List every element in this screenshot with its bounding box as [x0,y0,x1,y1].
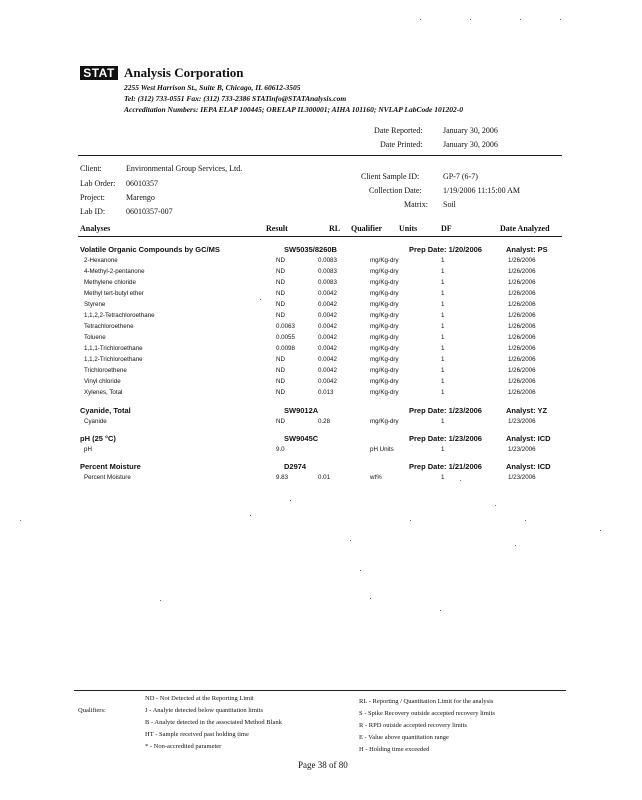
df-cell: 1 [441,389,445,396]
result-cell: 9.83 [276,474,289,481]
rl-cell: 0.0042 [318,378,337,385]
units-cell: mg/Kg-dry [370,334,399,341]
header-rule [78,155,562,156]
date-analyzed-cell: 1/26/2006 [508,378,536,385]
speckle-mark [470,19,471,20]
units-cell: mg/Kg-dry [370,268,399,275]
result-cell: ND [276,301,285,308]
matrix-label: Matrix: [404,200,428,209]
speckle-mark [20,520,21,521]
date-analyzed-cell: 1/26/2006 [508,356,536,363]
table-row [0,301,642,312]
group-header [0,434,642,446]
speckle-mark [370,598,371,599]
speckle-mark [410,520,411,521]
rl-cell: 0.01 [318,474,331,481]
group-method: D2974 [284,462,307,471]
df-cell: 1 [441,312,445,319]
date-reported-value: January 30, 2006 [443,126,498,135]
date-analyzed-cell: 1/26/2006 [508,312,536,319]
units-cell: mg/Kg-dry [370,301,399,308]
table-row [0,279,642,290]
df-cell: 1 [441,367,445,374]
table-row [0,389,642,400]
df-cell: 1 [441,474,445,481]
speckle-mark [160,600,161,601]
qualifier-left-4: HT - Sample received past holding time [145,731,249,738]
table-row [0,257,642,268]
rl-cell: 0.0042 [318,345,337,352]
speckle-mark [250,515,251,516]
collection-date-value: 1/19/2006 11:15:00 AM [443,186,521,195]
result-cell: ND [276,312,285,319]
speckle-mark [420,19,421,20]
units-cell: mg/Kg-dry [370,323,399,330]
result-cell: ND [276,290,285,297]
col-result: Result [266,224,288,233]
speckle-mark [525,520,526,521]
group-method: SW5035/8260B [284,245,337,254]
group-analyst: Analyst: YZ [506,406,548,415]
rl-cell: 0.0083 [318,279,337,286]
rl-cell: 0.0042 [318,301,337,308]
qualifier-right-5: H - Holding time exceeded [359,746,430,753]
matrix-value: Soil [443,200,456,209]
lab-id-value: 06010357-007 [126,207,173,216]
qualifier-left-5: * - Non-accredited parameter [145,743,222,750]
col-analyses: Analyses [80,224,111,233]
units-cell: mg/Kg-dry [370,257,399,264]
result-cell: ND [276,418,285,425]
col-units: Units [399,224,418,233]
date-analyzed-cell: 1/23/2006 [508,446,536,453]
speckle-mark [515,545,516,546]
company-address: 2255 West Harrison St., Suite B, Chicago, IL 60612-3505 [124,83,301,92]
df-cell: 1 [441,345,445,352]
table-row [0,290,642,301]
units-cell: mg/Kg-dry [370,389,399,396]
result-cell: 0.0063 [276,323,295,330]
analyte-cell: Xylenes, Total [84,389,123,396]
speckle-mark [520,19,521,20]
result-cell: ND [276,389,285,396]
column-header-rule [78,236,562,237]
analyte-cell: 2-Hexanone [84,257,118,264]
analyte-cell: Methyl tert-butyl ether [84,290,144,297]
units-cell: mg/Kg-dry [370,378,399,385]
result-cell: 0.0098 [276,345,295,352]
date-analyzed-cell: 1/26/2006 [508,345,536,352]
client-label: Client: [80,164,102,173]
table-row [0,323,642,334]
date-printed-value: January 30, 2006 [443,140,498,149]
result-cell: ND [276,367,285,374]
group-method: SW9012A [284,406,319,415]
qualifier-left-3: B - Analyte detected in the associated Method Blank [145,719,282,726]
rl-cell: 0.28 [318,418,331,425]
col-date-analyzed: Date Analyzed [500,224,550,233]
table-row [0,446,642,457]
df-cell: 1 [441,323,445,330]
project-value: Marengo [126,193,155,202]
result-cell: ND [276,378,285,385]
date-analyzed-cell: 1/26/2006 [508,290,536,297]
analyte-cell: 4-Methyl-2-pentanone [84,268,145,275]
df-cell: 1 [441,268,445,275]
group-method: SW9045C [284,434,319,443]
qualifier-left-1: ND - Not Detected at the Reporting Limit [145,695,254,702]
client-sample-value: GP-7 (6-7) [443,172,478,181]
rl-cell: 0.0042 [318,356,337,363]
stat-logo: STAT [80,66,118,80]
result-cell: 9.0 [276,446,285,453]
lab-id-label: Lab ID: [80,207,106,216]
qualifiers-label: Qualifiers: [78,707,106,714]
date-analyzed-cell: 1/26/2006 [508,323,536,330]
analyte-cell: Methylene chloride [84,279,136,286]
col-rl: RL [329,224,341,233]
speckle-mark [600,530,601,531]
rl-cell: 0.0083 [318,257,337,264]
df-cell: 1 [441,334,445,341]
analyte-cell: Cyanide [84,418,107,425]
date-analyzed-cell: 1/26/2006 [508,301,536,308]
rl-cell: 0.0042 [318,367,337,374]
rl-cell: 0.0042 [318,290,337,297]
df-cell: 1 [441,446,445,453]
df-cell: 1 [441,418,445,425]
date-analyzed-cell: 1/26/2006 [508,279,536,286]
df-cell: 1 [441,356,445,363]
rl-cell: 0.0042 [318,323,337,330]
df-cell: 1 [441,290,445,297]
analyte-cell: Percent Moisture [84,474,131,481]
group-header [0,462,642,474]
table-row [0,474,642,485]
lab-order-label: Lab Order: [80,179,116,188]
date-analyzed-cell: 1/23/2006 [508,474,536,481]
df-cell: 1 [441,378,445,385]
analyte-cell: Vinyl chloride [84,378,121,385]
table-row [0,367,642,378]
table-row [0,312,642,323]
rl-cell: 0.0042 [318,334,337,341]
table-row [0,418,642,429]
speckle-mark [495,505,496,506]
rl-cell: 0.013 [318,389,334,396]
speckle-mark [560,19,561,20]
analyte-cell: Toluene [84,334,106,341]
result-cell: ND [276,257,285,264]
units-cell: mg/Kg-dry [370,279,399,286]
date-analyzed-cell: 1/26/2006 [508,257,536,264]
group-prep-date: Prep Date: 1/21/2006 [409,462,482,471]
qualifier-right-2: S - Spike Recovery outside accepted recovery limits [359,710,495,717]
units-cell: mg/Kg-dry [370,418,399,425]
result-cell: ND [276,268,285,275]
analyte-cell: Trichloroethene [84,367,127,374]
date-analyzed-cell: 1/26/2006 [508,268,536,275]
result-cell: ND [276,279,285,286]
table-row [0,378,642,389]
accreditation-numbers: Accreditation Numbers: IEPA ELAP 100445; ORELAP IL300001; AIHA 101160; NVLAP LabCode 101202-0 [124,105,463,114]
qualifier-right-3: R - RPD outside accepted recovery limits [359,722,467,729]
group-header [0,245,642,257]
client-value: Environmental Group Services, Ltd. [126,164,243,173]
group-analyst: Analyst: ICD [506,462,551,471]
rl-cell: 0.0083 [318,268,337,275]
df-cell: 1 [441,301,445,308]
analyte-cell: Tetrachloroethene [84,323,134,330]
result-cell: 0.0055 [276,334,295,341]
units-cell: mg/Kg-dry [370,356,399,363]
group-name: Cyanide, Total [80,406,131,415]
group-prep-date: Prep Date: 1/23/2006 [409,406,482,415]
project-label: Project: [80,193,105,202]
col-qualifier: Qualifier [351,224,383,233]
qualifier-left-2: J - Analyte detected below quantitation limits [145,707,264,714]
analyte-cell: 1,1,1-Trichloroethane [84,345,143,352]
date-analyzed-cell: 1/23/2006 [508,418,536,425]
units-cell: pH Units [370,446,394,453]
df-cell: 1 [441,279,445,286]
table-row [0,345,642,356]
date-reported-label: Date Reported: [374,126,423,135]
group-prep-date: Prep Date: 1/23/2006 [409,434,482,443]
client-sample-label: Client Sample ID: [361,172,420,181]
group-analyst: Analyst: PS [506,245,548,254]
rl-cell: 0.0042 [318,312,337,319]
date-analyzed-cell: 1/26/2006 [508,334,536,341]
speckle-mark [290,500,291,501]
result-cell: ND [276,356,285,363]
units-cell: wt% [370,474,382,481]
collection-date-label: Collection Date: [369,186,422,195]
analyte-cell: 1,1,2-Trichloroethane [84,356,143,363]
company-name: Analysis Corporation [124,65,244,80]
analyte-cell: Styrene [84,301,106,308]
units-cell: mg/Kg-dry [370,367,399,374]
date-printed-label: Date Printed: [380,140,423,149]
qualifier-right-4: E - Value above quantitation range [359,734,449,741]
table-row [0,334,642,345]
units-cell: mg/Kg-dry [370,312,399,319]
analyte-cell: pH [84,446,92,453]
page-number: Page 38 of 80 [298,760,348,770]
company-contact: Tel: (312) 733-0551 Fax: (312) 733-2386 STATinfo@STATAnalysis.com [124,94,347,103]
table-row [0,268,642,279]
date-analyzed-cell: 1/26/2006 [508,389,536,396]
speckle-mark [440,610,441,611]
group-prep-date: Prep Date: 1/20/2006 [409,245,482,254]
group-header [0,406,642,418]
df-cell: 1 [441,257,445,264]
speckle-mark [350,540,351,541]
units-cell: mg/Kg-dry [370,290,399,297]
qualifier-right-1: RL - Reporting / Quantitation Limit for the analysis [359,698,494,705]
group-name: Percent Moisture [80,462,141,471]
col-df: DF [441,224,452,233]
date-analyzed-cell: 1/26/2006 [508,367,536,374]
table-row [0,356,642,367]
footer-rule [74,690,566,691]
group-name: Volatile Organic Compounds by GC/MS [80,245,220,254]
analyte-cell: 1,1,2,2-Tetrachloroethane [84,312,155,319]
speckle-mark [360,570,361,571]
group-name: pH (25 °C) [80,434,116,443]
group-analyst: Analyst: ICD [506,434,551,443]
lab-order-value: 06010357 [126,179,158,188]
units-cell: mg/Kg-dry [370,345,399,352]
